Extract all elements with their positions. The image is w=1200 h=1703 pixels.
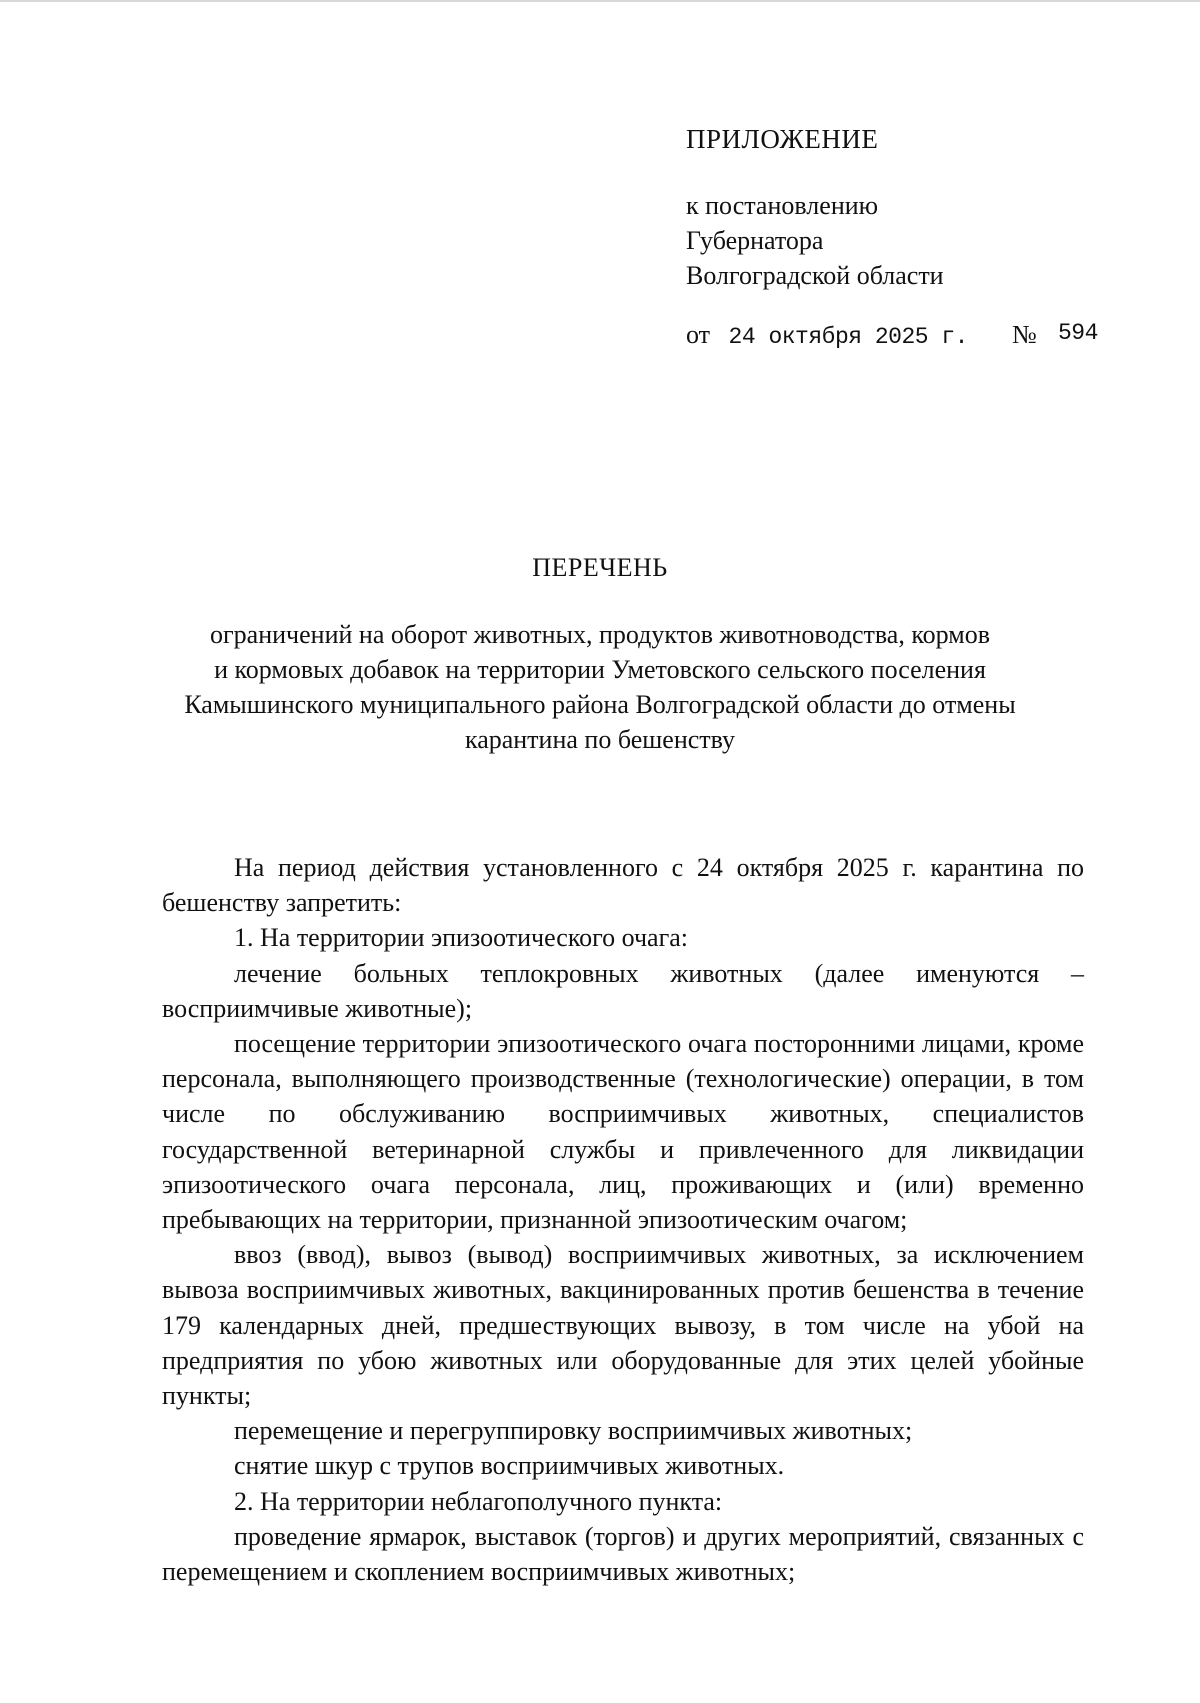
body-paragraph: проведение ярмарок, выставок (торгов) и других мероприятий, связанных с перемещением и скоплением восприимчивых животных;	[162, 1521, 1084, 1587]
body-text	[162, 850, 1084, 1589]
appendix-reference-line: к постановлению	[686, 191, 879, 220]
body-paragraph: На период действия установленного с 24 октября 2025 г. карантина по бешенству запретить:	[162, 853, 1084, 918]
body-paragraph: посещение территории эпизоотического очага посторонними лицами, кроме персонала, выполняющего производственные (технологические) операции, в том числе по обслуживанию восприимчивых животных, специалистов государственной ветеринарной службы и привлеченного для ликвидации эпизоотического очага персонала, лиц, проживающих и (или) временно пребывающих на территории, признанной эпизоотическим очагом;	[162, 1029, 1084, 1235]
list-subtitle	[0, 617, 1200, 757]
body-paragraph: ввоз (ввод), вывоз (вывод) восприимчивых животных, за исключением вывоза восприимчивых животных, вакцинированных против бешенства в течение 179 календарных дней, предшествующих вывозу, в том числе на убой на предприятия по убою животных или оборудованные для этих целей убойные пункты;	[162, 1240, 1084, 1411]
decree-date-line	[686, 320, 1098, 350]
subtitle-line: карантина по бешенству	[464, 725, 736, 754]
decree-number: 594	[1058, 320, 1098, 346]
body-paragraph: снятие шкур с трупов восприимчивых животных.	[234, 1451, 785, 1481]
appendix-reference-line: Губернатора	[686, 226, 824, 255]
subtitle-line: ограничений на оборот животных, продуктов животноводства, кормов	[210, 620, 990, 649]
subtitle-line: и кормовых добавок на территории Уметовского сельского поселения	[214, 655, 986, 684]
number-sign: №	[1012, 320, 1037, 349]
appendix-reference-line: Волгоградской области	[686, 261, 944, 290]
scan-edge	[0, 0, 1200, 2]
body-paragraph: перемещение и перегруппировку восприимчивых животных;	[234, 1416, 913, 1446]
appendix-title: ПРИЛОЖЕНИЕ	[686, 124, 879, 154]
list-title: ПЕРЕЧЕНЬ	[532, 553, 668, 582]
appendix-reference	[686, 188, 1106, 293]
body-paragraph: лечение больных теплокровных животных (далее именуются – восприимчивые животные);	[162, 958, 1084, 1023]
body-paragraph: 1. На территории эпизоотического очага:	[234, 923, 689, 953]
date-prefix: от	[686, 320, 711, 349]
decree-date: 24 октября 2025 г.	[728, 324, 968, 350]
subtitle-line: Камышинского муниципального района Волгоградской области до отмены	[184, 690, 1016, 719]
body-paragraph: 2. На территории неблагополучного пункта:	[234, 1486, 723, 1516]
